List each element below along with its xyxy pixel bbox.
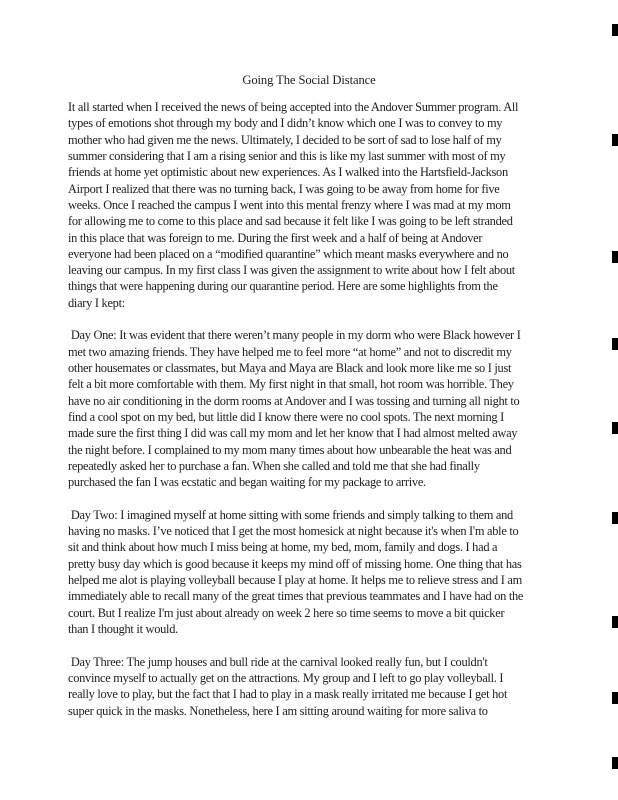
scan-edge-artifact bbox=[612, 692, 618, 704]
paragraph-gap bbox=[68, 637, 562, 653]
text-line: super quick in the masks. Nonetheless, here I am sitting around waiting for more saliva to bbox=[68, 703, 488, 718]
scan-edge-artifact bbox=[612, 338, 618, 350]
text-line: really love to play, but the fact that I had to play in a mask really irritated me because I get hot bbox=[68, 687, 508, 702]
page-title: Going The Social Distance bbox=[242, 73, 376, 87]
text-line: types of emotions shot through my body and I didn’t know which one I was to convey to my bbox=[68, 116, 503, 131]
text-line: met two amazing friends. They have helped me to feel more “at home” and not to discredit my bbox=[68, 344, 512, 359]
text-line: mother who had given me the news. Ultimately, I decided to be sort of sad to lose half of my bbox=[68, 132, 502, 147]
text-line: for allowing me to come to this place and sad because it felt like I was going to be left stranded bbox=[68, 214, 513, 229]
text-line: the night before. I complained to my mom many times about how unbearable the heat was and bbox=[68, 442, 512, 457]
text-line: friends at home yet optimistic about new experiences. As I walked into the Hartsfield-Jackson bbox=[68, 165, 508, 180]
scan-edge-artifact bbox=[612, 134, 618, 146]
text-line: leaving our campus. In my first class I was given the assignment to write about how I felt about bbox=[68, 263, 515, 278]
text-line: diary I kept: bbox=[68, 295, 125, 310]
text-line: everyone had been placed on a “modified quarantine” which meant masks everywhere and no bbox=[68, 246, 509, 261]
text-line: court. But I realize I'm just about already on week 2 here so time seems to move a bit quicker bbox=[68, 605, 505, 620]
text-line: It all started when I received the news of being accepted into the Andover Summer program. All bbox=[68, 100, 519, 114]
text-line: find a cool spot on my bed, but little did I know there were no cool spots. The next morning I bbox=[68, 409, 504, 424]
text-line: other housemates or classmates, but Maya and Maya are Black and look more like me so I just bbox=[68, 361, 512, 375]
scan-edge-artifact bbox=[612, 512, 618, 524]
scan-edge-artifact bbox=[612, 422, 618, 434]
text-line: Airport I realized that there was no turning back, I was going to be away from home for five bbox=[68, 181, 500, 196]
text-line: repeatedly asked her to purchase a fan. When she called and told me that she had finally bbox=[68, 458, 480, 473]
paragraph-gap bbox=[68, 311, 562, 327]
text-line: immediately able to recall many of the great times that previous teammates and I have had on the bbox=[68, 589, 524, 604]
text-line: Day Three: The jump houses and bull ride at the carnival looked really fun, but I couldn't bbox=[68, 654, 488, 669]
text-line: in this place that was foreign to me. During the first week and a half of being at Andover bbox=[68, 230, 483, 245]
scan-edge-artifact bbox=[612, 757, 618, 769]
text-line: sit and think about how much I miss being at home, my bed, mom, family and dogs. I had a bbox=[68, 540, 498, 555]
scan-edge-artifact bbox=[612, 24, 618, 36]
text-line: weeks. Once I reached the campus I went into this mental frenzy where I was mad at my mom bbox=[68, 197, 511, 212]
text-line: made sure the first thing I did was call my mom and let her know that I had almost melted away bbox=[68, 426, 518, 441]
text-line: Day Two: I imagined myself at home sitting with some friends and simply talking to them and bbox=[68, 507, 513, 522]
scan-edge-artifact bbox=[612, 616, 618, 628]
text-line: having no masks. I’ve noticed that I get the most homesick at night because it's when I'm able to bbox=[68, 524, 519, 539]
essay-body bbox=[68, 99, 562, 719]
text-line: convince myself to actually get on the attractions. My group and I left to go play volleyball. I bbox=[68, 670, 504, 685]
text-line: purchased the fan I was ecstatic and began waiting for my package to arrive. bbox=[68, 475, 426, 490]
text-line: than I thought it would. bbox=[68, 622, 178, 636]
text-line: Day One: It was evident that there weren’t many people in my dorm who were Black however I bbox=[68, 328, 521, 343]
text-line: summer considering that I am a rising senior and this is like my last summer with most of my bbox=[68, 148, 506, 163]
paragraph-gap bbox=[68, 491, 562, 507]
text-line: things that were happening during our quarantine period. Here are some highlights from the bbox=[68, 279, 498, 294]
text-line: helped me alot is playing volleyball because I play at home. It helps me to relieve stress and I am bbox=[68, 573, 522, 588]
text-line: pretty busy day which is good because it keeps my mind off of missing home. One thing that has bbox=[68, 556, 522, 571]
text-line: felt a bit more comfortable with them. My first night in that small, hot room was horrible. They bbox=[68, 377, 514, 392]
scan-edge-artifact bbox=[612, 251, 618, 263]
text-line: have no air conditioning in the dorm rooms at Andover and I was tossing and turning all night to bbox=[68, 393, 520, 408]
